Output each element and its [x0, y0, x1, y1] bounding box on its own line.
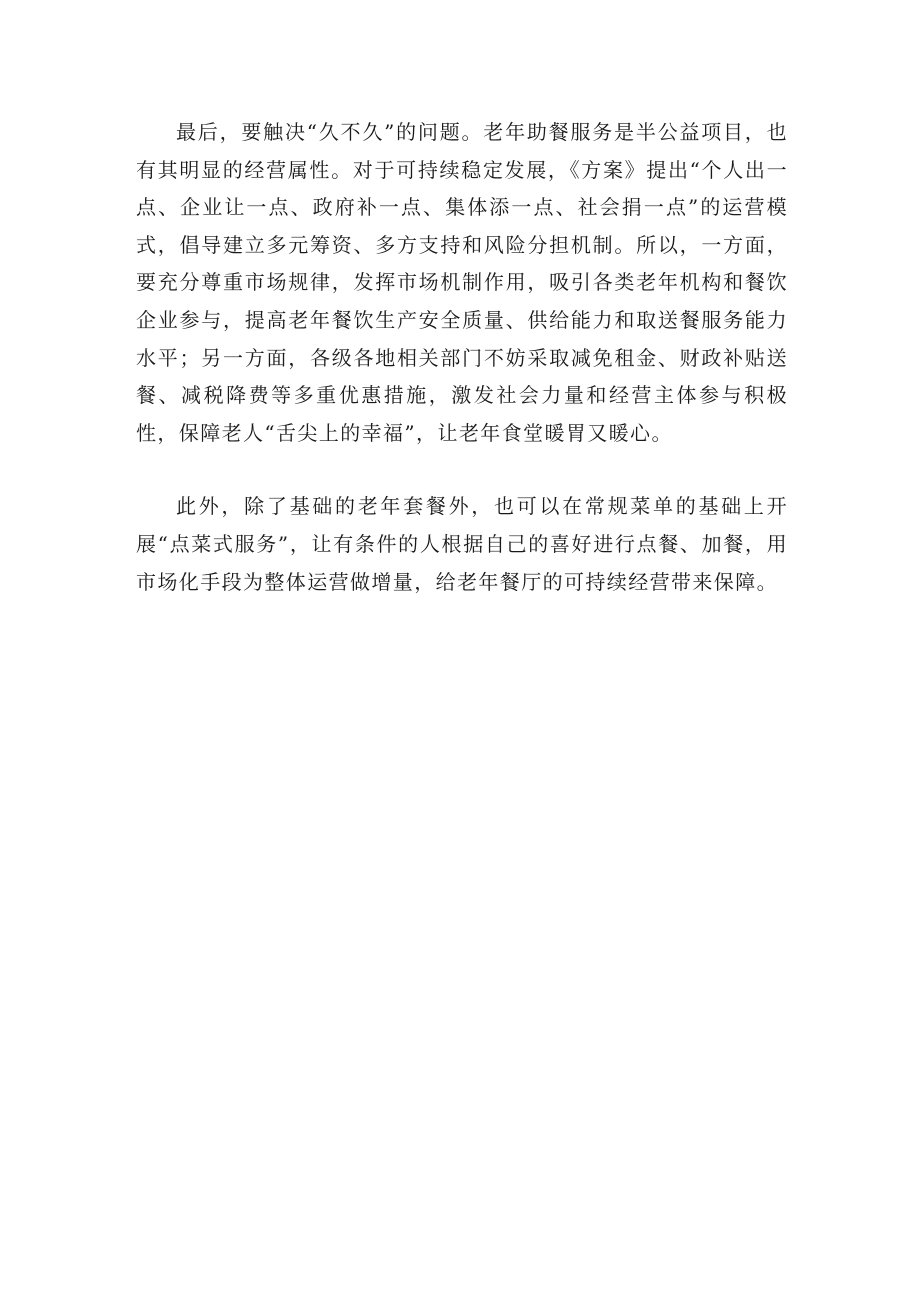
paragraph-a-la-carte-service: 此外，除了基础的老年套餐外，也可以在常规菜单的基础上开展“点菜式服务”，让有条件的人根据自己的喜好进行点餐、加餐，用市场化手段为整体运营做增量，给老年餐厅的可持续经营带来保障。 — [136, 494, 788, 594]
document-body — [136, 114, 788, 601]
paragraph-sustainability: 最后，要触决“久不久”的问题。老年助餐服务是半公益项目，也有其明显的经营属性。对于可持续稳定发展，《方案》提出“个人出一点、企业让一点、政府补一点、集体添一点、社会捐一点”的运营模式，倡导建立多元筹资、多方支持和风险分担机制。所以，一方面，要充分尊重市场规律，发挥市场机制作用，吸引各类老年机构和餐饮企业参与，提高老年餐饮生产安全质量、供给能力和取送餐服务能力水平；另一方面，各级各地相关部门不妨采取减免租金、财政补贴送餐、减税降费等多重优惠措施，激发社会力量和经营主体参与积极性，保障老人“舌尖上的幸福”，让老年食堂暖胃又暖心。 — [136, 120, 788, 445]
